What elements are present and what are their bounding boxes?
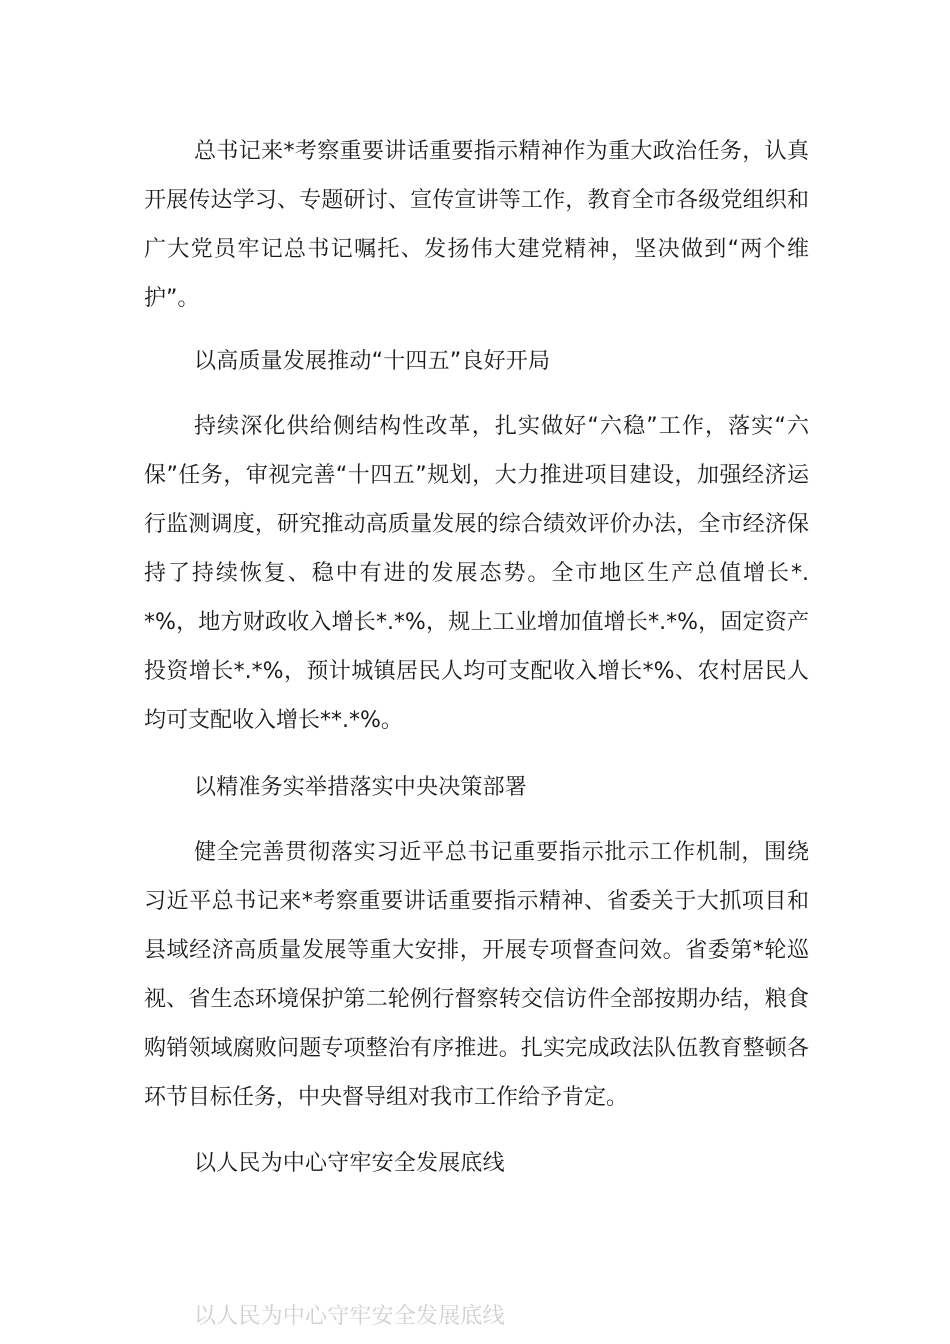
heading-central-decisions: 以精准务实举措落实中央决策部署	[194, 775, 528, 800]
heading-high-quality-development: 以高质量发展推动“十四五”良好开局	[194, 349, 551, 374]
paragraph-economic-performance: 持续深化供给侧结构性改革，扎实做好“六稳”工作，落实“六保”任务，审视完善“十四五”规划，大力推进项目建设，加强经济运行监测调度，研究推动高质量发展的综合绩效评价办法，全市经济保持了持续恢复、稳中有进的发展态势。全市地区生产总值增长*.*%，地方财政收入增长*.*%，规上工业增加值增长*.*%，固定资产投资增长*.*%，预计城镇居民人均可支配收入增长*%、农村居民人均可支配收入增长**.*%。	[144, 414, 809, 733]
heading-people-centered-security-faded: 以人民为中心守牢安全发展底线	[194, 1304, 505, 1329]
paragraph-supervision-work: 健全完善贯彻落实习近平总书记重要指示批示工作机制，围绕习近平总书记来*考察重要讲话重要指示精神、省委关于大抓项目和县域经济高质量发展等重大安排，开展专项督查问效。省委第*轮巡视、省生态环境保护第二轮例行督察转交信访件全部按期办结，粮食购销领域腐败问题专项整治有序推进。扎实完成政法队伍教育整顿各环节目标任务，中央督导组对我市工作给予肯定。	[144, 840, 809, 1110]
heading-people-centered-security: 以人民为中心守牢安全发展底线	[194, 1151, 505, 1176]
paragraph-political-task: 总书记来*考察重要讲话重要指示精神作为重大政治任务，认真开展传达学习、专题研讨、宣传宣讲等工作，教育全市各级党组织和广大党员牢记总书记嘱托、发扬伟大建党精神，坚决做到“两个维护”。	[144, 139, 809, 311]
